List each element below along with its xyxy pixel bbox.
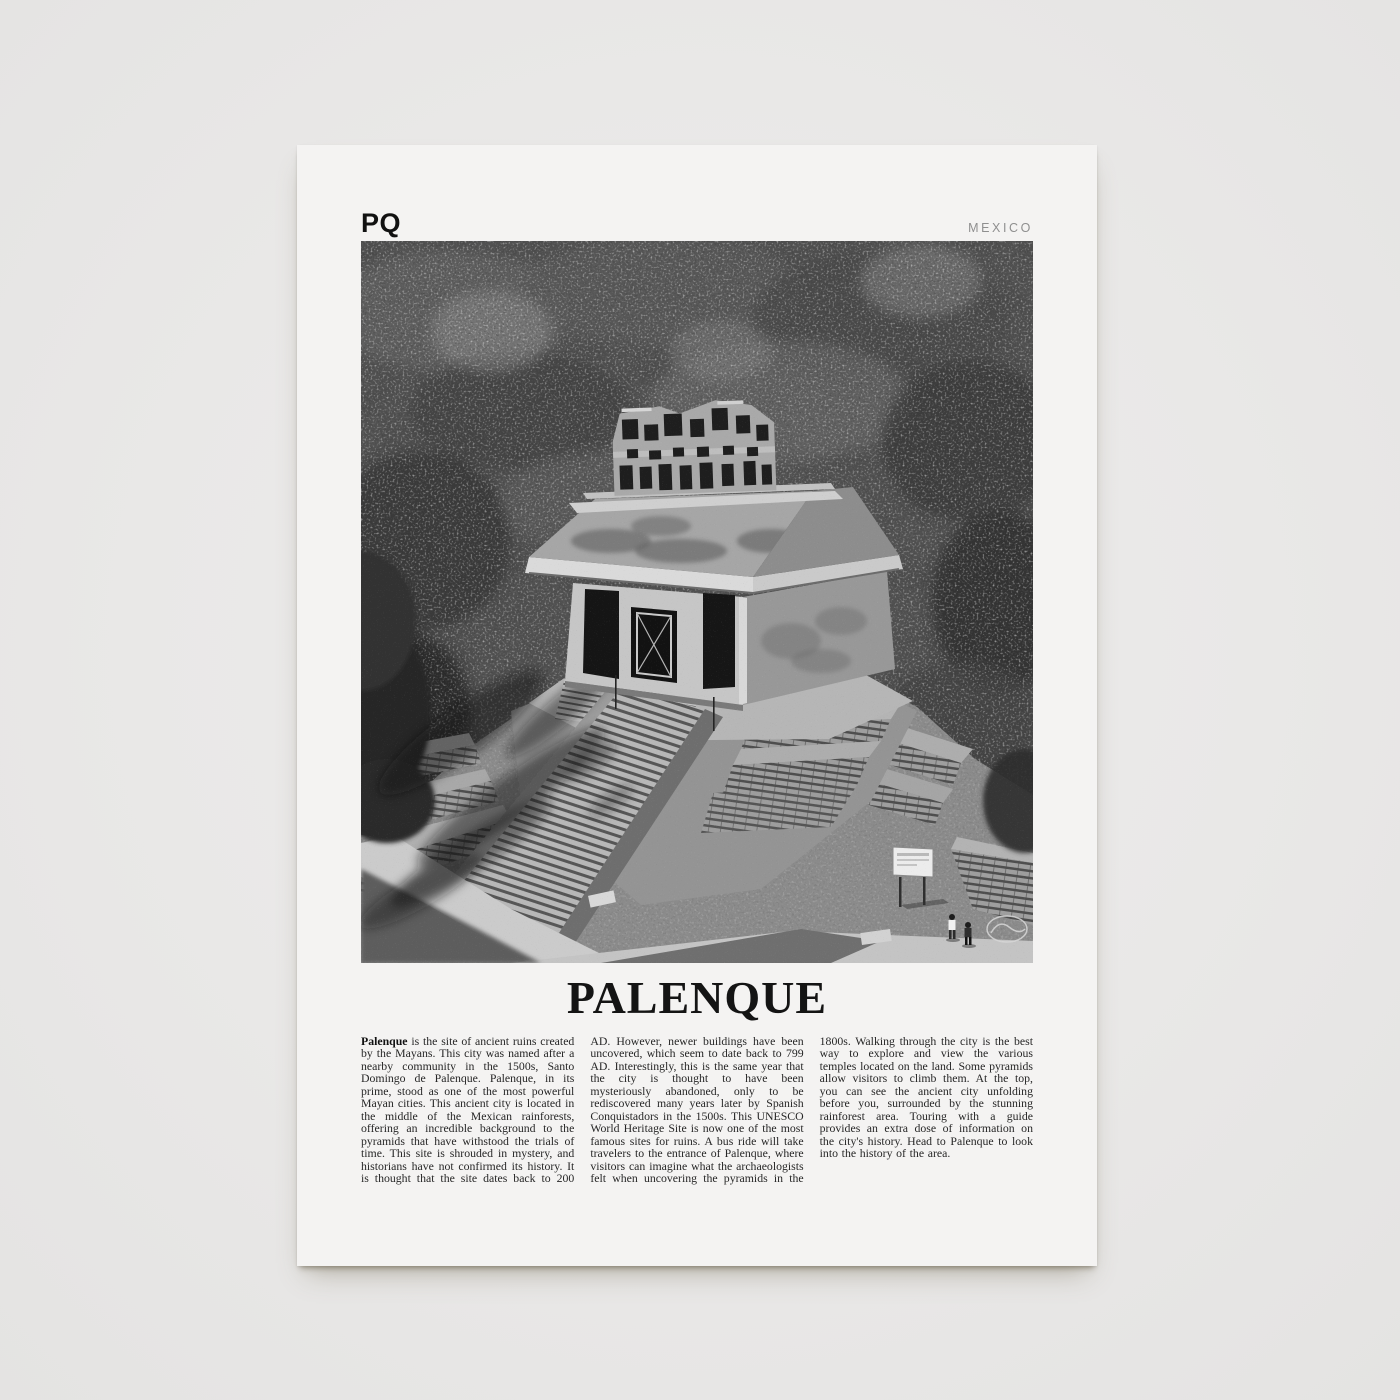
page-title: PALENQUE (566, 972, 828, 1023)
film-grain (361, 241, 1033, 963)
travel-poster (297, 145, 1097, 1266)
article-body: is the site of ancient ruins created by the Mayans. This city was named after a nearby community in the 1500s, Santo Domingo de Palenque. Palenque, in its prime, stood as one of the most powerful Mayan cities. This ancient city is located in the middle of the Mexican rainforests, offering an incredible background to the pyramids that have withstood the trials of time. This site is shrouded in mystery, and historians have not confirmed its history. It is thought that the site dates back to 200 AD. However, newer buildings have been uncovered, which seem to date back to 799 AD. Interestingly, this is the same year that the city is thought to have been mysteriously abandoned, only to be rediscovered many years later by Spanish Conquistadors in the 1500s. This UNESCO World Heritage Site is now one of the most famous sites for ruins. A bus ride will take travelers to the entrance of Palenque, where visitors can imagine what the archaeologists felt when uncovering the pyramids in the 1800s. Walking through the city is the best way to explore and view the various temples located on the land. Some pyramids allow visitors to climb them. At the top, you can see the ancient city unfolding before you, surrounded by the stunning rainforest area. Touring with a guide provides an extra dose of information on the city's history. Head to Palenque to look into the history of the area. (361, 1033, 1033, 1186)
article-text (361, 1035, 1033, 1185)
poster-logo: PQ (361, 208, 402, 238)
palenque-photo-illustration (361, 241, 1033, 963)
article-lead-word: Palenque (361, 1033, 408, 1048)
country-label: MEXICO (968, 220, 1033, 235)
poster-header (361, 203, 1033, 237)
poster-photo (361, 241, 1033, 963)
